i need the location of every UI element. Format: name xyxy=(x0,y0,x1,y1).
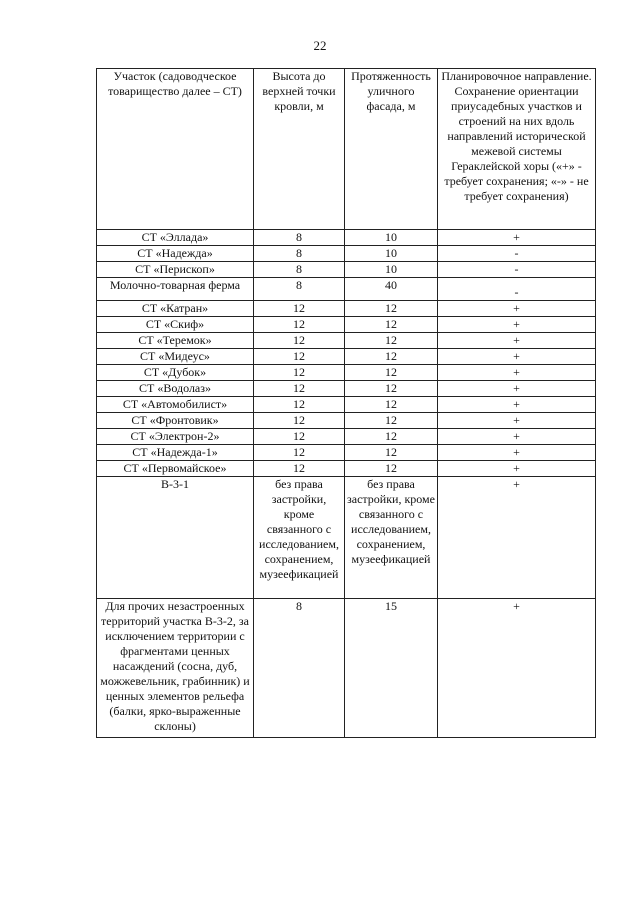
cell-facade: 10 xyxy=(345,230,438,246)
cell-height: 12 xyxy=(254,461,345,477)
cell-height: 12 xyxy=(254,397,345,413)
cell-height: 12 xyxy=(254,349,345,365)
cell-facade: 12 xyxy=(345,445,438,461)
cell-plan: + xyxy=(438,477,596,599)
cell-facade: 12 xyxy=(345,349,438,365)
cell-plot: СТ «Автомобилист» xyxy=(97,397,254,413)
table-header-row xyxy=(97,69,596,230)
cell-facade: 12 xyxy=(345,301,438,317)
cell-plan: + xyxy=(438,381,596,397)
cell-plan: + xyxy=(438,413,596,429)
table-row xyxy=(97,301,596,317)
cell-plan: + xyxy=(438,461,596,477)
table-row xyxy=(97,246,596,262)
table-row xyxy=(97,461,596,477)
table-row xyxy=(97,381,596,397)
cell-plan: + xyxy=(438,599,596,738)
cell-plot: СТ «Дубок» xyxy=(97,365,254,381)
regulations-table xyxy=(96,68,596,738)
cell-facade: 12 xyxy=(345,333,438,349)
cell-height: 8 xyxy=(254,262,345,278)
table-row xyxy=(97,230,596,246)
cell-plot: СТ «Надежда-1» xyxy=(97,445,254,461)
cell-facade: 12 xyxy=(345,429,438,445)
cell-height: 12 xyxy=(254,445,345,461)
cell-height: 8 xyxy=(254,278,345,301)
cell-height: 8 xyxy=(254,246,345,262)
cell-facade: 40 xyxy=(345,278,438,301)
cell-facade: 10 xyxy=(345,246,438,262)
cell-plan: + xyxy=(438,365,596,381)
cell-facade: 12 xyxy=(345,461,438,477)
cell-facade: 15 xyxy=(345,599,438,738)
page-number: 22 xyxy=(313,38,327,53)
cell-facade: без права застройки, кроме связанного с исследованием, сохранением, музеефикацией xyxy=(345,477,438,599)
cell-facade: 12 xyxy=(345,365,438,381)
table-row xyxy=(97,278,596,301)
cell-plot: СТ «Электрон-2» xyxy=(97,429,254,445)
table-row xyxy=(97,477,596,599)
cell-plan: + xyxy=(438,230,596,246)
cell-height: 8 xyxy=(254,230,345,246)
header-plot: Участок (садоводческое товарищество далее – СТ) xyxy=(97,69,254,230)
cell-height: 12 xyxy=(254,413,345,429)
cell-plan: - xyxy=(438,246,596,262)
cell-plan: + xyxy=(438,445,596,461)
cell-height: 12 xyxy=(254,429,345,445)
cell-height: 12 xyxy=(254,381,345,397)
table-row xyxy=(97,445,596,461)
cell-plot: СТ «Теремок» xyxy=(97,333,254,349)
cell-facade: 12 xyxy=(345,397,438,413)
table-row xyxy=(97,413,596,429)
table-row xyxy=(97,349,596,365)
cell-plot: Для прочих незастроенных территорий участка В-3-2, за исключением территории с фрагментами ценных насаждений (сосна, дуб, можжевельник, грабинник) и ценных элементов рельефа (балки, ярко-выраженные склоны) xyxy=(97,599,254,738)
cell-plan: - xyxy=(438,262,596,278)
cell-plan: + xyxy=(438,301,596,317)
cell-plot: СТ «Первомайское» xyxy=(97,461,254,477)
cell-plan: + xyxy=(438,349,596,365)
cell-height: 12 xyxy=(254,317,345,333)
table-row xyxy=(97,262,596,278)
cell-plan: - xyxy=(438,278,596,301)
cell-plan: + xyxy=(438,317,596,333)
cell-facade: 12 xyxy=(345,317,438,333)
cell-plot: Молочно-товарная ферма xyxy=(97,278,254,301)
cell-height: 12 xyxy=(254,333,345,349)
cell-height: 8 xyxy=(254,599,345,738)
cell-plan: + xyxy=(438,429,596,445)
table-row xyxy=(97,317,596,333)
table-row xyxy=(97,365,596,381)
header-planning-direction: Планировочное направление. Сохранение ориентации приусадебных участков и строений на них вдоль направлений исторической межевой системы Гераклейской хоры («+» - требует сохранения; «-» - не требует сохранения) xyxy=(438,69,596,230)
cell-plot: СТ «Фронтовик» xyxy=(97,413,254,429)
cell-plot: СТ «Скиф» xyxy=(97,317,254,333)
cell-plan: + xyxy=(438,333,596,349)
cell-plot: СТ «Надежда» xyxy=(97,246,254,262)
table-row xyxy=(97,429,596,445)
header-height: Высота до верхней точки кровли, м xyxy=(254,69,345,230)
cell-facade: 10 xyxy=(345,262,438,278)
cell-height: без права застройки, кроме связанного с исследованием, сохранением, музеефикацией xyxy=(254,477,345,599)
table-row xyxy=(97,397,596,413)
cell-plot: СТ «Водолаз» xyxy=(97,381,254,397)
cell-height: 12 xyxy=(254,301,345,317)
cell-plot: СТ «Перископ» xyxy=(97,262,254,278)
cell-plot: СТ «Мидеус» xyxy=(97,349,254,365)
cell-facade: 12 xyxy=(345,413,438,429)
cell-facade: 12 xyxy=(345,381,438,397)
cell-plot: В-3-1 xyxy=(97,477,254,599)
cell-plot: СТ «Эллада» xyxy=(97,230,254,246)
cell-plot: СТ «Катран» xyxy=(97,301,254,317)
header-facade-length: Протяженность уличного фасада, м xyxy=(345,69,438,230)
table-row xyxy=(97,599,596,738)
table-row xyxy=(97,333,596,349)
cell-plan: + xyxy=(438,397,596,413)
cell-height: 12 xyxy=(254,365,345,381)
